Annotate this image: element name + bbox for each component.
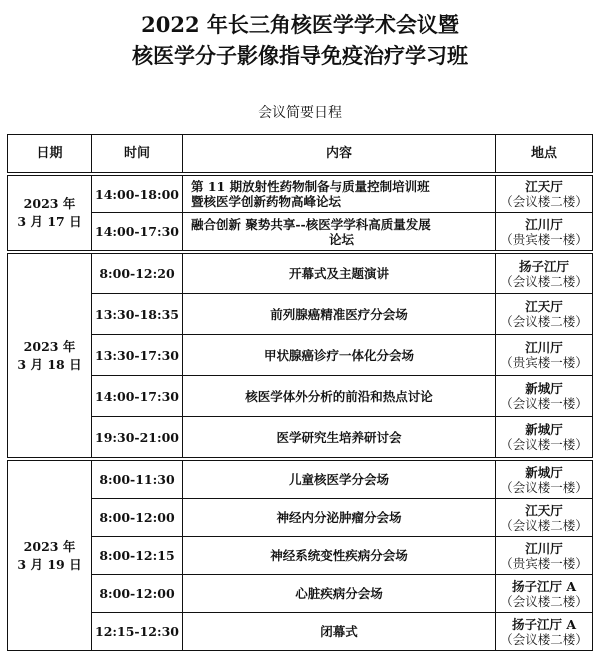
table-row xyxy=(8,499,593,537)
time-cell: 14:00-18:00 xyxy=(92,176,183,213)
schedule-subtitle: 会议简要日程 xyxy=(258,105,342,121)
time-cell: 13:30-17:30 xyxy=(92,335,183,376)
header-date: 日期 xyxy=(8,135,92,173)
time-cell: 19:30-21:00 xyxy=(92,417,183,458)
time-cell: 13:30-18:35 xyxy=(92,294,183,335)
venue-cell: 江川厅 （贵宾楼一楼） xyxy=(496,537,593,575)
venue-cell: 江天厅 （会议楼二楼） xyxy=(496,499,593,537)
table-row xyxy=(8,537,593,575)
table-row xyxy=(8,417,593,458)
content-cell: 核医学体外分析的前沿和热点讨论 xyxy=(183,376,496,417)
venue-cell: 新城厅 （会议楼一楼） xyxy=(496,461,593,499)
content-cell: 第 11 期放射性药物制备与质量控制培训班 暨核医学创新药物高峰论坛 xyxy=(183,176,496,213)
venue-cell: 江川厅 （贵宾楼一楼） xyxy=(496,213,593,251)
table-row xyxy=(8,335,593,376)
table-row xyxy=(8,376,593,417)
content-cell: 神经系统变性疾病分会场 xyxy=(183,537,496,575)
time-cell: 14:00-17:30 xyxy=(92,213,183,251)
venue-cell: 新城厅 （会议楼一楼） xyxy=(496,376,593,417)
venue-cell: 新城厅 （会议楼一楼） xyxy=(496,417,593,458)
venue-cell: 扬子江厅 （会议楼二楼） xyxy=(496,254,593,294)
venue-cell: 扬子江厅 A （会议楼二楼） xyxy=(496,575,593,613)
venue-cell: 江川厅 （贵宾楼一楼） xyxy=(496,335,593,376)
header-venue: 地点 xyxy=(496,135,593,173)
table-header-row xyxy=(8,135,593,173)
table-row xyxy=(8,213,593,251)
time-cell: 8:00-12:20 xyxy=(92,254,183,294)
header-content: 内容 xyxy=(183,135,496,173)
schedule-table xyxy=(7,134,593,651)
venue-cell: 扬子江厅 A （会议楼二楼） xyxy=(496,613,593,651)
time-cell: 8:00-12:15 xyxy=(92,537,183,575)
table-row xyxy=(8,176,593,213)
table-row xyxy=(8,613,593,651)
date-cell: 2023 年 3 月 19 日 xyxy=(8,461,92,651)
date-cell: 2023 年 3 月 18 日 xyxy=(8,254,92,458)
content-cell: 医学研究生培养研讨会 xyxy=(183,417,496,458)
content-cell: 甲状腺癌诊疗一体化分会场 xyxy=(183,335,496,376)
content-cell: 神经内分泌肿瘤分会场 xyxy=(183,499,496,537)
venue-cell: 江天厅 （会议楼二楼） xyxy=(496,294,593,335)
content-cell: 儿童核医学分会场 xyxy=(183,461,496,499)
time-cell: 14:00-17:30 xyxy=(92,376,183,417)
content-cell: 融合创新 聚势共享--核医学学科高质量发展 论坛 xyxy=(183,213,496,251)
document-title-line2: 核医学分子影像指导免疫治疗学习班 xyxy=(132,43,468,68)
header-time: 时间 xyxy=(92,135,183,173)
table-row xyxy=(8,575,593,613)
time-cell: 8:00-12:00 xyxy=(92,575,183,613)
content-cell: 开幕式及主题演讲 xyxy=(183,254,496,294)
time-cell: 8:00-11:30 xyxy=(92,461,183,499)
table-row xyxy=(8,254,593,294)
time-cell: 12:15-12:30 xyxy=(92,613,183,651)
venue-cell: 江天厅 （会议楼二楼） xyxy=(496,176,593,213)
content-cell: 心脏疾病分会场 xyxy=(183,575,496,613)
content-cell: 闭幕式 xyxy=(183,613,496,651)
table-row xyxy=(8,294,593,335)
date-cell: 2023 年 3 月 17 日 xyxy=(8,176,92,251)
table-row xyxy=(8,461,593,499)
time-cell: 8:00-12:00 xyxy=(92,499,183,537)
document-title-line1: 2022 年长三角核医学学术会议暨 xyxy=(141,12,459,37)
content-cell: 前列腺癌精准医疗分会场 xyxy=(183,294,496,335)
